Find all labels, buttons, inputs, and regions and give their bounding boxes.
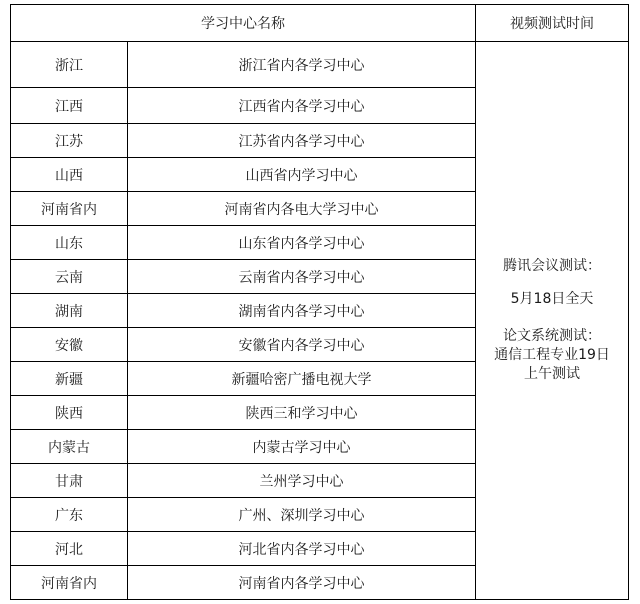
region-cell: 内蒙古 <box>11 430 128 464</box>
center-name-cell: 陕西三和学习中心 <box>128 396 476 430</box>
tencent-meeting-test-label: 腾讯会议测试： <box>503 258 601 274</box>
center-name-cell: 内蒙古学习中心 <box>128 430 476 464</box>
center-name-cell: 浙江省内各学习中心 <box>128 42 476 88</box>
spacer <box>476 276 628 290</box>
region-cell: 江苏 <box>11 124 128 158</box>
region-cell: 云南 <box>11 260 128 294</box>
paper-system-test-time: 上午测试 <box>524 366 580 382</box>
region-cell: 山东 <box>11 226 128 260</box>
region-cell: 河南省内 <box>11 566 128 600</box>
region-cell: 山西 <box>11 158 128 192</box>
region-cell: 陕西 <box>11 396 128 430</box>
center-name-cell: 河南省内各电大学习中心 <box>128 192 476 226</box>
center-name-cell: 山东省内各学习中心 <box>128 226 476 260</box>
center-name-cell: 兰州学习中心 <box>128 464 476 498</box>
center-name-cell: 河南省内各学习中心 <box>128 566 476 600</box>
center-name-cell: 云南省内各学习中心 <box>128 260 476 294</box>
center-name-cell: 江西省内各学习中心 <box>128 88 476 124</box>
test-time-cell <box>476 42 629 600</box>
paper-system-test-label: 论文系统测试： <box>503 328 601 344</box>
region-cell: 江西 <box>11 88 128 124</box>
header-row <box>11 5 629 42</box>
table-body <box>11 42 629 600</box>
spacer <box>476 309 628 327</box>
center-name-cell: 新疆哈密广播电视大学 <box>128 362 476 396</box>
center-name-cell: 山西省内学习中心 <box>128 158 476 192</box>
region-cell: 河南省内 <box>11 192 128 226</box>
region-cell: 浙江 <box>11 42 128 88</box>
header-center-name: 学习中心名称 <box>11 5 476 42</box>
tencent-meeting-test-date: 5月18日全天 <box>510 291 594 307</box>
region-cell: 广东 <box>11 498 128 532</box>
region-cell: 安徽 <box>11 328 128 362</box>
paper-system-test-detail: 通信工程专业19日 <box>494 347 610 363</box>
center-name-cell: 河北省内各学习中心 <box>128 532 476 566</box>
region-cell: 新疆 <box>11 362 128 396</box>
region-cell: 湖南 <box>11 294 128 328</box>
center-name-cell: 江苏省内各学习中心 <box>128 124 476 158</box>
region-cell: 河北 <box>11 532 128 566</box>
center-name-cell: 湖南省内各学习中心 <box>128 294 476 328</box>
center-name-cell: 安徽省内各学习中心 <box>128 328 476 362</box>
learning-center-table <box>10 4 629 600</box>
table-row <box>11 42 629 88</box>
region-cell: 甘肃 <box>11 464 128 498</box>
center-name-cell: 广州、深圳学习中心 <box>128 498 476 532</box>
header-video-test-time: 视频测试时间 <box>476 5 629 42</box>
